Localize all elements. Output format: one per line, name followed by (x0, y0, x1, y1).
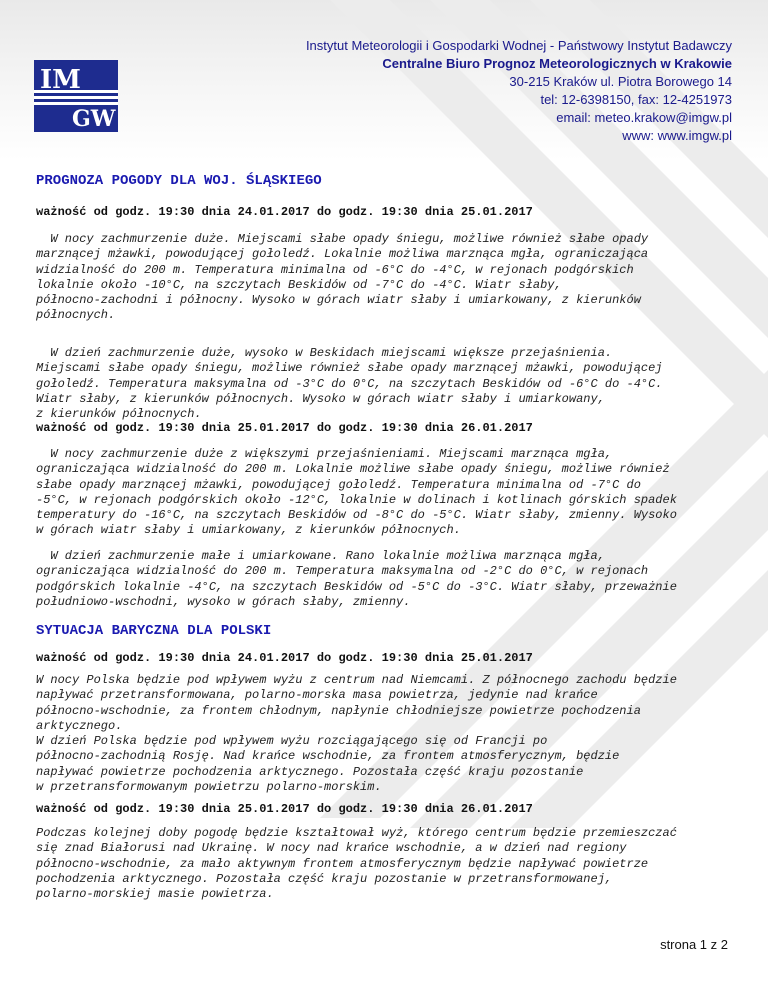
office-name: Centralne Biuro Prognoz Meteorologicznych w Krakowie (382, 56, 732, 71)
address: 30-215 Kraków ul. Piotra Borowego 14 (509, 74, 732, 89)
email: email: meteo.krakow@imgw.pl (556, 110, 732, 125)
forecast-title: PROGNOZA POGODY DLA WOJ. ŚLĄSKIEGO (36, 173, 322, 189)
phone-fax: tel: 12-6398150, fax: 12-4251973 (540, 92, 732, 107)
institute-name: Instytut Meteorologii i Gospodarki Wodnej - Państwowy Instytut Badawczy (305, 38, 732, 53)
synoptic-text-2: Podczas kolejnej doby pogodę będzie kształtował wyż, którego centrum będzie przemieszczać się znad Białorusi nad Ukrainę. W nocy nad krańce wschodnie, a w dzień nad regiony północno-wschodnie, za mało aktywnym frontem atmosferycznym będzie napływać powietrze pochodzenia arktycznego. Pozostała część kraju pozostanie w przetransformowanej, polarno-morskiej masie powietrza. (36, 826, 677, 902)
imgw-logo (34, 60, 118, 132)
logo-text-bottom: GW (72, 106, 116, 132)
logo-text-top: IM (40, 65, 81, 95)
forecast-validity-1: ważność od godz. 19:30 dnia 24.01.2017 do godz. 19:30 dnia 25.01.2017 (36, 205, 533, 219)
forecast-day-2: W dzień zachmurzenie małe i umiarkowane. Rano lokalnie możliwa marznąca mgła, ograniczająca widzialność do 200 m. Temperatura maksymalna od -2°C do 0°C, w rejonach podgórskich lokalnie -4°C, na szczytach Beskidów od -5°C do -3°C. Wiatr słaby, przeważnie południowo-wschodni, wysoko w górach słaby, zmienny. (36, 549, 677, 609)
synoptic-title: SYTUACJA BARYCZNA DLA POLSKI (36, 623, 272, 639)
forecast-night-2: W nocy zachmurzenie duże z większymi przejaśnieniami. Miejscami marznąca mgła, ograniczająca widzialność do 200 m. Lokalnie możliwe słabe opady śniegu, możliwe również słabe opady marznącej mżawki, powodującej gołoledź. Temperatura minimalna od -7°C do -5°C, w rejonach podgórskich około -12°C, lokalnie w dolinach i kotlinach górskich spadek temperatury do -16°C, na szczytach Beskidów od -8°C do -5°C. Wiatr słaby, zmienny. Wysoko w górach wiatr słaby i umiarkowany, z kierunków północnych. (36, 447, 677, 538)
page-number: strona 1 z 2 (660, 937, 728, 952)
forecast-day-1: W dzień zachmurzenie duże, wysoko w Beskidach miejscami większe przejaśnienia. Miejscami słabe opady śniegu, możliwe również słabe opady marznącej mżawki, powodującej gołoledź. Temperatura maksymalna od -3°C do 0°C, na szczytach Beskidów od -6°C do -4°C. Wiatr słaby, z kierunków północnych. Wysoko w górach wiatr słaby i umiarkowany, z kierunków północnych. (36, 346, 663, 422)
synoptic-text-1: W nocy Polska będzie pod wpływem wyżu z centrum nad Niemcami. Z północnego zachodu będzie napływać przetransformowana, polarno-morska masa powietrza, jedynie nad krańce północno-wschodnie, za frontem chłodnym, napłynie chłodniejsze powietrze pochodzenia arktycznego. W dzień Polska będzie pod wpływem wyżu rozciągającego się od Francji po północno-zachodnią Rosję. Nad krańce wschodnie, za frontem atmosferycznym, będzie napływać powietrze pochodzenia arktycznego. Pozostała część kraju pozostanie w przetransformowanym powietrzu polarno-morskim. (36, 673, 677, 795)
forecast-validity-2: ważność od godz. 19:30 dnia 25.01.2017 do godz. 19:30 dnia 26.01.2017 (36, 421, 533, 435)
synoptic-validity-1: ważność od godz. 19:30 dnia 24.01.2017 do godz. 19:30 dnia 25.01.2017 (36, 651, 533, 665)
synoptic-validity-2: ważność od godz. 19:30 dnia 25.01.2017 do godz. 19:30 dnia 26.01.2017 (36, 802, 533, 816)
forecast-night-1: W nocy zachmurzenie duże. Miejscami słabe opady śniegu, możliwe również słabe opady marznącej mżawki, powodującej gołoledź. Lokalnie możliwa marznąca mgła, ograniczająca widzialność do 200 m. Temperatura minimalna od -6°C do -4°C, w rejonach podgórskich lokalnie około -10°C, na szczytach Beskidów od -7°C do -4°C. Wiatr słaby, północno-zachodni i północny. Wysoko w górach wiatr słaby i umiarkowany, z kierunków północnych. (36, 232, 649, 323)
website: www: www.imgw.pl (622, 128, 732, 143)
institution-header (212, 37, 732, 145)
